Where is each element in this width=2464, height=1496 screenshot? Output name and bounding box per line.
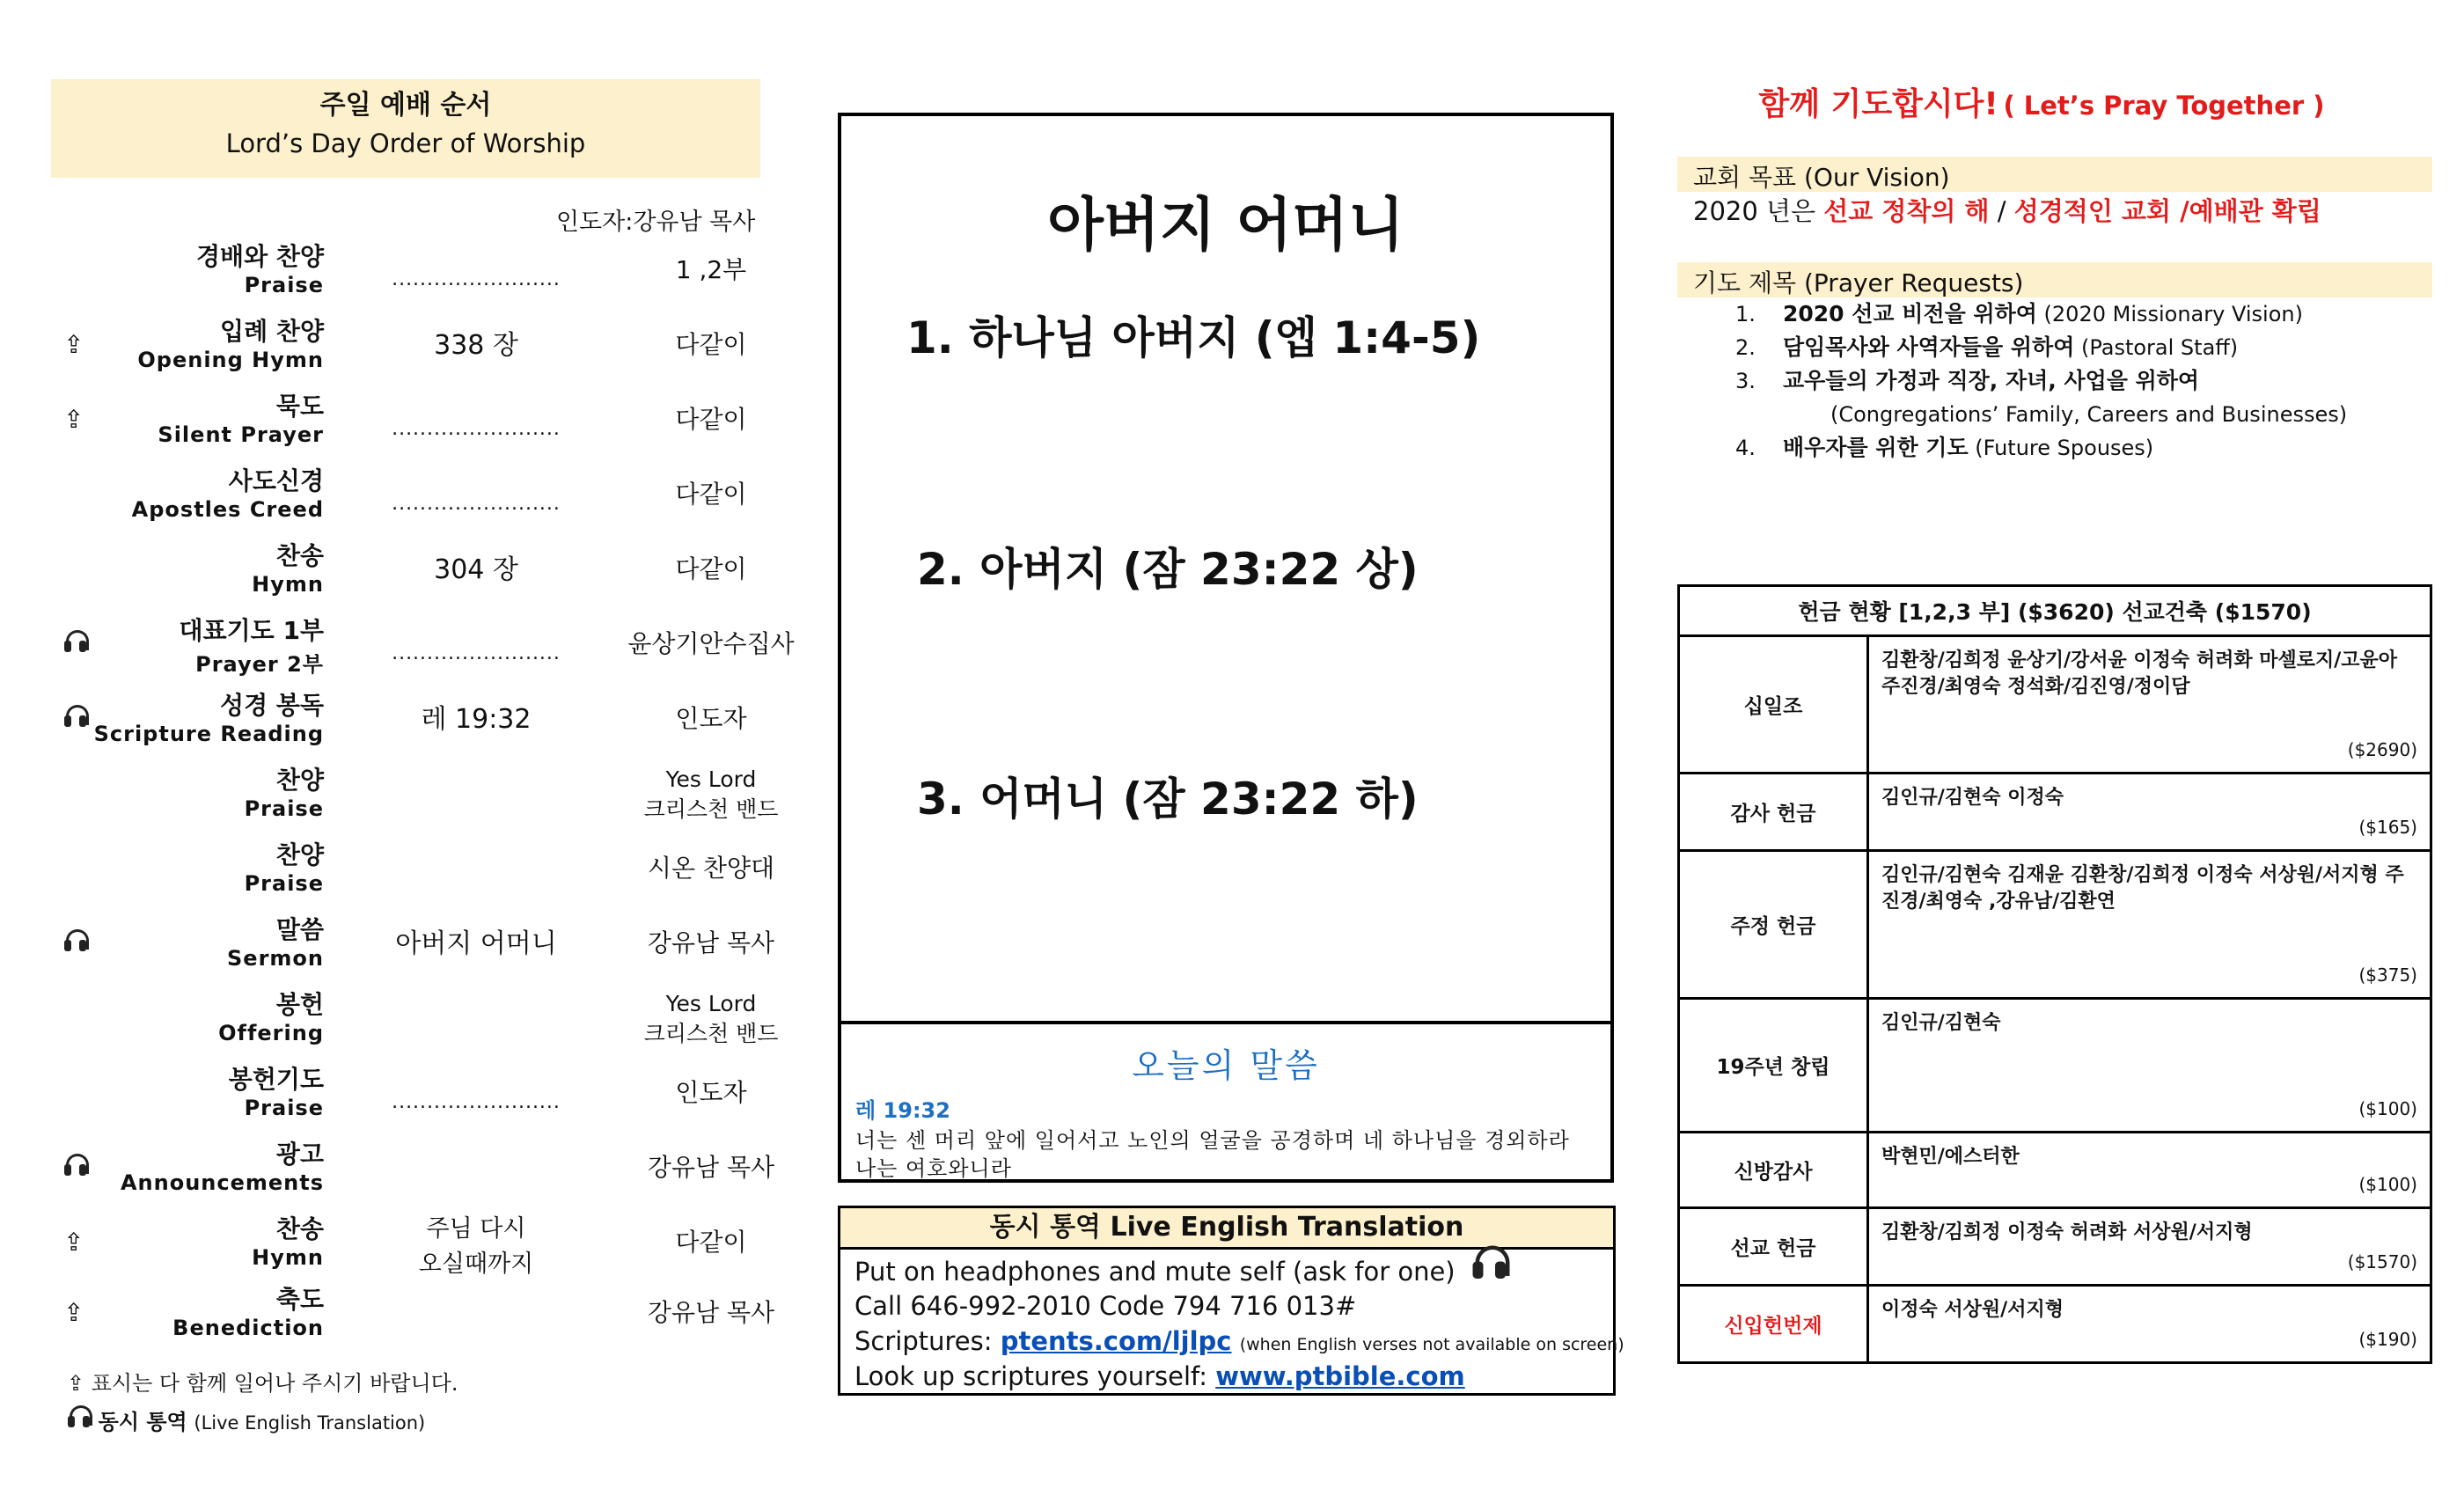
offering-category: 주정 헌금: [1679, 851, 1868, 999]
order-item-detail-line2: 오실때까지: [418, 1250, 534, 1278]
vision-bar: [1677, 157, 2432, 192]
order-item-leader: 다같이: [675, 1228, 747, 1257]
offering-names-text: 박현민/에스터한: [1881, 1146, 2020, 1168]
order-item-leader: 다같이: [675, 330, 747, 359]
scriptures-label: Scriptures:: [854, 1326, 1001, 1356]
headphones-icon: [63, 704, 88, 729]
offering-header-row: [1679, 586, 2431, 636]
offering-names: [1868, 999, 2431, 1133]
offering-amount: ($100): [2358, 1098, 2417, 1119]
sermon-point-3: 3. 어머니 (잠 23:22 하): [917, 774, 1419, 825]
worship-order-row: [51, 238, 773, 312]
stand-up-icon: ⇪: [63, 405, 84, 434]
order-item-leader: 윤상기안수집사: [627, 629, 795, 658]
order-item-leader-line2: 크리스천 밴드: [643, 1021, 779, 1046]
worship-order-row: [51, 986, 779, 1060]
prayer-request-ko: 2020 선교 비전을 위하여: [1783, 301, 2037, 326]
prayer-request-number: 3.: [1735, 369, 1756, 393]
order-item-leader: 인도자: [675, 704, 747, 733]
offering-category: 신입헌번제: [1679, 1286, 1868, 1363]
legend-translation-note: [67, 1403, 458, 1442]
order-item-en: Scripture Reading: [93, 722, 324, 746]
order-item-dots: ........................: [392, 642, 561, 664]
lookup-label: Look up scriptures yourself:: [854, 1361, 1216, 1391]
offering-amount: ($165): [2358, 817, 2417, 838]
order-item-dots: ........................: [392, 418, 561, 440]
order-item-leader: 강유남 목사: [647, 1153, 775, 1182]
legend-translation-en: (Live English Translation): [194, 1412, 426, 1434]
order-item-en: Benediction: [172, 1316, 324, 1340]
order-item-leader: 다같이: [675, 554, 747, 583]
order-item-en: Apostles Creed: [131, 497, 324, 522]
order-item-ko: 사도신경: [228, 466, 324, 495]
order-item-ko: 대표기도 1부: [179, 616, 324, 645]
prayer-request-en: (Congregations’ Family, Careers and Businesses): [1830, 402, 2348, 427]
prayer-request-item: [1735, 431, 2347, 465]
order-item-en: Offering: [218, 1021, 324, 1045]
worship-order-title-en: Lord’s Day Order of Worship: [225, 128, 586, 158]
prayer-request-ko: 담임목사와 사역자들을 위하여: [1783, 334, 2075, 360]
offering-category: 십일조: [1679, 636, 1868, 774]
scriptures-link[interactable]: ptents.com/ljlpc: [1000, 1326, 1232, 1356]
legend-translation-ko: 동시 통역: [98, 1410, 187, 1434]
vision-goal-2: 성경적인 교회: [2013, 196, 2171, 226]
offering-names-text: 김환창/김희정 이정숙 허려화 서상원/서지형: [1881, 1221, 2253, 1243]
worship-order-row: [51, 911, 773, 985]
order-item-leader: 1 ,2부: [675, 255, 747, 284]
prayer-request-ko: 교우들의 가정과 직장, 자녀, 사업을 위하여: [1783, 368, 2200, 393]
pray-title-ko: 함께 기도합시다!: [1758, 86, 1998, 122]
order-item-ko: 찬양: [275, 766, 324, 795]
offering-category: 19주년 창립: [1679, 999, 1868, 1133]
order-item-ko: 성경 봉독: [220, 691, 324, 720]
worship-order-row: [51, 387, 773, 461]
pray-title-en: ( Let’s Pray Together ): [2003, 91, 2325, 121]
order-item-leader: [579, 765, 843, 825]
todays-word-title: 오늘의 말씀: [1132, 1046, 1320, 1085]
worship-order-row: [51, 612, 795, 686]
prayer-request-ko: 배우자를 위한 기도: [1783, 435, 1969, 460]
order-item-dots: ........................: [392, 1091, 561, 1113]
prayer-requests-bar: [1677, 262, 2432, 297]
worship-order-row: [51, 1060, 773, 1134]
translation-title: 동시 통역 Live English Translation: [840, 1208, 1613, 1250]
vision-separator: /: [1989, 196, 2014, 226]
prayer-requests-list: [1735, 297, 2347, 465]
offering-row: [1679, 636, 2431, 774]
translation-box: [838, 1206, 1624, 1396]
worship-legend: [67, 1364, 458, 1442]
offering-names-text: 이정숙 서상원/서지형: [1881, 1299, 2064, 1321]
order-item-ko: 축도: [275, 1285, 324, 1314]
offering-names: [1868, 1208, 2431, 1286]
offering-header: 헌금 현황 [1,2,3 부] ($3620) 선교건축 ($1570): [1679, 586, 2431, 636]
offering-amount: ($100): [2358, 1174, 2417, 1195]
order-item-leader: 다같이: [675, 405, 747, 434]
offering-row: [1679, 1133, 2431, 1208]
order-item-detail: 304 장: [434, 554, 518, 585]
prayer-request-number: 1.: [1735, 302, 1756, 326]
order-item-detail: 338 장: [434, 330, 518, 361]
stand-up-icon: ⇪: [63, 330, 84, 359]
prayer-request-item: [1735, 364, 2347, 398]
order-item-ko: 찬송: [275, 541, 324, 570]
order-item-en: Prayer 2부: [195, 652, 324, 677]
bible-link[interactable]: www.ptbible.com: [1215, 1361, 1465, 1391]
worship-order-title-ko: 주일 예배 순서: [319, 90, 492, 121]
offering-category: 감사 헌금: [1679, 774, 1868, 851]
headphones-icon: [1471, 1244, 1529, 1302]
headphones-icon: [67, 1404, 92, 1429]
offering-names: [1868, 636, 2431, 774]
pray-together-title: [1672, 79, 2411, 124]
worship-leader: 인도자:강유남 목사: [556, 209, 756, 236]
worship-order-row: [51, 312, 773, 386]
order-item-ko: 광고: [275, 1140, 324, 1169]
order-item-en: Hymn: [252, 1245, 324, 1270]
offering-row: [1679, 1286, 2431, 1363]
order-item-ko: 찬양: [275, 840, 324, 869]
offering-amount: ($1570): [2347, 1251, 2417, 1272]
order-item-en: Announcements: [120, 1170, 324, 1195]
order-item-leader: 시온 찬양대: [647, 854, 775, 883]
order-item-en: Praise: [244, 871, 324, 896]
order-item-leader: 다같이: [675, 480, 747, 509]
vision-goal-1: 선교 정착의 해: [1823, 196, 1990, 226]
order-item-leader-line1: Yes Lord: [665, 991, 757, 1016]
order-item-detail: [348, 1212, 604, 1282]
headphones-icon: [63, 629, 88, 654]
prayer-request-number: 4.: [1735, 436, 1756, 460]
sermon-point-2: 2. 아버지 (잠 23:22 상): [917, 544, 1419, 595]
order-item-ko: 봉헌기도: [228, 1065, 324, 1094]
order-item-detail-line1: 주님 다시: [426, 1215, 526, 1243]
todays-word-text: 너는 센 머리 앞에 일어서고 노인의 얼굴을 공경하며 네 하나님을 경외하라 나는 여호와니라: [855, 1128, 1570, 1181]
worship-order-row: [51, 1135, 773, 1209]
worship-order-row: [51, 761, 779, 835]
offering-row: [1679, 774, 2431, 851]
order-item-en: Silent Prayer: [158, 422, 324, 447]
translation-line-headphones: [854, 1254, 1520, 1293]
prayer-request-item: [1735, 297, 2347, 331]
order-item-leader: 강유남 목사: [647, 1298, 775, 1327]
worship-order-row: [51, 1210, 773, 1284]
offering-amount: ($190): [2358, 1329, 2417, 1350]
headphones-icon: [63, 928, 88, 953]
legend-stand-note: ⇪ 표시는 다 함께 일어나 주시기 바랍니다.: [67, 1371, 458, 1396]
translation-line1-text: Put on headphones and mute self (ask for one): [854, 1257, 1456, 1287]
order-item-en: Hymn: [252, 572, 324, 597]
stand-up-icon: ⇪: [63, 1298, 84, 1327]
vision-goal-3: 예배관 확립: [2189, 196, 2321, 226]
vision-statement: [1693, 192, 2321, 228]
order-item-ko: 입례 찬양: [220, 317, 324, 346]
headphones-icon: [63, 1153, 88, 1177]
order-item-en: Praise: [244, 273, 324, 297]
offering-names: [1868, 851, 2431, 999]
offering-row: [1679, 851, 2431, 999]
worship-order-row: [51, 1280, 773, 1354]
prayer-request-en: (2020 Missionary Vision): [2036, 302, 2303, 326]
worship-order-row: [51, 462, 773, 536]
order-item-en: Opening Hymn: [137, 348, 324, 372]
scriptures-note: (when English verses not available on screen): [1239, 1335, 1624, 1354]
offering-table: [1677, 584, 2432, 1364]
order-item-ko: 말씀: [275, 915, 324, 944]
order-item-leader: 강유남 목사: [647, 928, 775, 957]
vision-separator-2: /: [2170, 196, 2189, 226]
prayer-request-en: (Pastoral Staff): [2074, 335, 2239, 360]
translation-line-call: Call 646-992-2010 Code 794 716 013#: [854, 1291, 1357, 1321]
offering-category: 신방감사: [1679, 1133, 1868, 1208]
offering-names-text: 김인규/김현숙: [1881, 1012, 2001, 1034]
vision-prefix: 2020 년은: [1693, 196, 1824, 226]
offering-category: 선교 헌금: [1679, 1208, 1868, 1286]
order-item-ko: 찬송: [275, 1214, 324, 1243]
worship-order-row: [51, 836, 773, 910]
worship-order-row: [51, 686, 773, 760]
sermon-point-1: 1. 하나님 아버지 (엡 1:4-5): [906, 312, 1481, 363]
translation-line-scriptures: [854, 1326, 1624, 1356]
offering-row: [1679, 999, 2431, 1133]
offering-row: [1679, 1208, 2431, 1286]
offering-names: [1868, 774, 2431, 851]
prayer-request-item: [1735, 398, 2347, 431]
order-item-detail: 아버지 어머니: [395, 928, 557, 959]
prayer-request-en: (Future Spouses): [1968, 436, 2154, 460]
sermon-box: [838, 113, 1614, 1183]
todays-word-reference: 레 19:32: [855, 1098, 950, 1123]
worship-order-header: [51, 79, 760, 178]
offering-names-text: 김환창/김희정 윤상기/강서윤 이정숙 허려화 마셀로지/고윤아 주진경/최영숙 정석화/김진영/정이담: [1881, 649, 2398, 698]
order-item-leader: [579, 989, 843, 1049]
prayer-requests-bar-label: 기도 제목 (Prayer Requests): [1693, 268, 2024, 297]
order-item-ko: 묵도: [275, 392, 324, 421]
order-item-leader: 인도자: [675, 1078, 747, 1107]
order-item-en: Praise: [244, 1096, 324, 1120]
offering-amount: ($2690): [2347, 739, 2417, 760]
translation-line-lookup: [854, 1361, 1465, 1391]
order-item-leader-line1: Yes Lord: [665, 766, 757, 792]
order-item-ko: 봉헌: [275, 990, 324, 1019]
offering-names: [1868, 1133, 2431, 1208]
order-item-leader-line2: 크리스천 밴드: [643, 796, 779, 822]
order-item-dots: ........................: [392, 268, 561, 290]
offering-names-text: 김인규/김현숙 이정숙: [1881, 787, 2064, 809]
prayer-request-number: 2.: [1735, 335, 1756, 360]
offering-names-text: 김인규/김현숙 김재윤 김환창/김희정 이정숙 서상원/서지형 주진경/최영숙 ,강유남/김환연: [1881, 864, 2404, 913]
sermon-title: 아버지 어머니: [1047, 191, 1404, 259]
todays-word-section: [841, 1021, 1610, 1179]
order-item-detail: 레 19:32: [421, 704, 532, 735]
order-item-dots: ........................: [392, 493, 561, 515]
order-item-en: Sermon: [227, 946, 324, 971]
worship-order-row: [51, 537, 773, 611]
prayer-request-item: [1735, 331, 2347, 364]
order-item-en: Praise: [244, 796, 324, 821]
vision-bar-label: 교회 목표 (Our Vision): [1693, 163, 1950, 192]
stand-up-icon: ⇪: [63, 1228, 84, 1257]
offering-amount: ($375): [2358, 964, 2417, 986]
order-item-ko: 경배와 찬양: [196, 242, 324, 271]
offering-names: [1868, 1286, 2431, 1363]
